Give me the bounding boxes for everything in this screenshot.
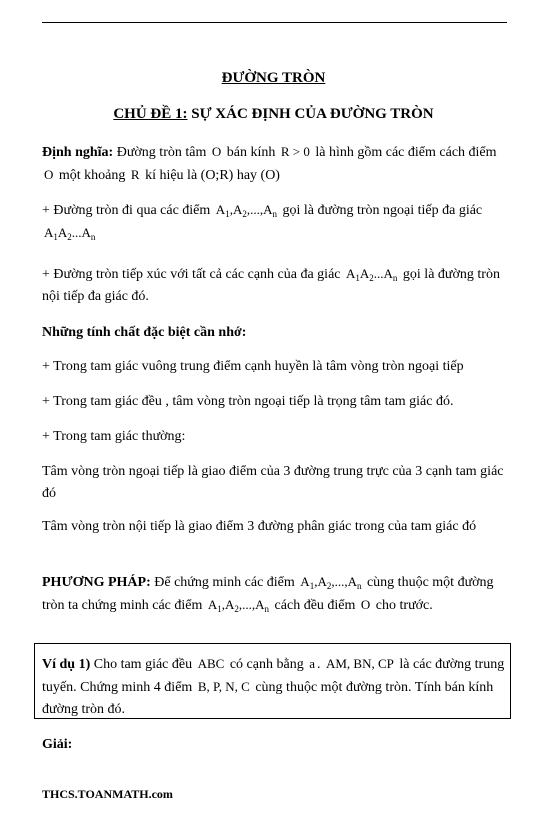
text: Cho tam giác đều — [90, 657, 196, 672]
text: bán kính — [223, 145, 279, 160]
text: + Đường tròn đi qua các điểm — [42, 203, 214, 218]
text: gọi là đường tròn nội tiếp đa giác đó. — [42, 267, 500, 304]
text: cho trước. — [372, 598, 433, 613]
properties-heading — [42, 322, 510, 344]
top-rule — [42, 22, 507, 23]
circumcenter-paragraph: Tâm vòng tròn ngoại tiếp là giao điểm của 3 đường trung trực của 3 cạnh tam giác đó — [42, 464, 504, 501]
heading: Những tính chất đặc biệt cần nhớ: — [42, 325, 247, 340]
math: AM, BN, CP — [325, 656, 394, 671]
text: kí hiệu là (O;R) hay (O) — [141, 168, 280, 183]
solution-label — [42, 734, 510, 756]
text: Để chứng minh các điểm — [150, 575, 299, 590]
math: O — [44, 167, 54, 182]
label: Giải: — [42, 737, 73, 752]
text: cùng thuộc một đường tròn ta chứng minh các điểm — [42, 575, 494, 613]
text: + Đường tròn tiếp xúc với tất cả các cạnh của đa giác — [42, 267, 344, 282]
inscribed-paragraph — [42, 263, 510, 308]
footer-website: THCS.TOANMATH.com — [42, 787, 173, 801]
math: $A_1A_2...A_n$ — [44, 225, 96, 242]
math: $A_1,A_2,...,A_n$ — [300, 574, 362, 591]
math: O — [211, 144, 222, 159]
page-title: ĐƯỜNG TRÒN — [221, 70, 326, 86]
example-label: Ví dụ 1) — [42, 657, 91, 672]
text: cùng thuộc một đường tròn. Tính bán kính đường tròn đó. — [42, 680, 494, 717]
text: là hình gồm các điểm cách điểm — [311, 145, 497, 160]
math: a — [309, 656, 315, 671]
topic-name: SỰ XÁC ĐỊNH CỦA ĐƯỜNG TRÒN — [187, 106, 434, 122]
method-paragraph — [42, 571, 510, 617]
definition-label: Định nghĩa: — [42, 145, 114, 160]
property-item: + Trong tam giác thường: — [42, 429, 186, 444]
math: $A_1,A_2,...,A_n$ — [207, 597, 270, 614]
property-item: + Trong tam giác đều , tâm vòng tròn ngoại tiếp là trọng tâm tam giác đó. — [42, 394, 454, 409]
math: R — [130, 167, 140, 182]
topic-heading — [0, 106, 547, 123]
text: một khoảng — [55, 168, 129, 183]
math: O — [360, 597, 371, 612]
example-paragraph — [42, 653, 510, 721]
property-item: + Trong tam giác vuông trung điểm cạnh huyền là tâm vòng tròn ngoại tiếp — [42, 359, 464, 374]
circumscribed-paragraph — [42, 199, 510, 245]
text: gọi là đường tròn ngoại tiếp đa giác — [278, 203, 483, 218]
math: $A_1,A_2,...,A_n$ — [215, 202, 277, 219]
text: là các đường trung tuyến. Chứng minh 4 điểm — [42, 657, 505, 695]
method-label: PHƯƠNG PHÁP: — [42, 575, 151, 590]
math: ABC — [197, 656, 225, 671]
text: Đường tròn tâm — [113, 145, 210, 160]
text: cách đều điểm — [271, 598, 359, 613]
text: có cạnh bằng — [226, 657, 308, 672]
incenter-paragraph: Tâm vòng tròn nội tiếp là giao điểm 3 đường phân giác trong của tam giác đó — [42, 519, 477, 534]
topic-number: CHỦ ĐỀ 1: — [113, 106, 188, 122]
definition-paragraph — [42, 141, 510, 187]
text: . — [316, 657, 324, 672]
math: B, P, N, C — [197, 679, 250, 694]
math: $A_1A_2...A_n$ — [346, 266, 398, 283]
math: R > 0 — [280, 144, 310, 159]
